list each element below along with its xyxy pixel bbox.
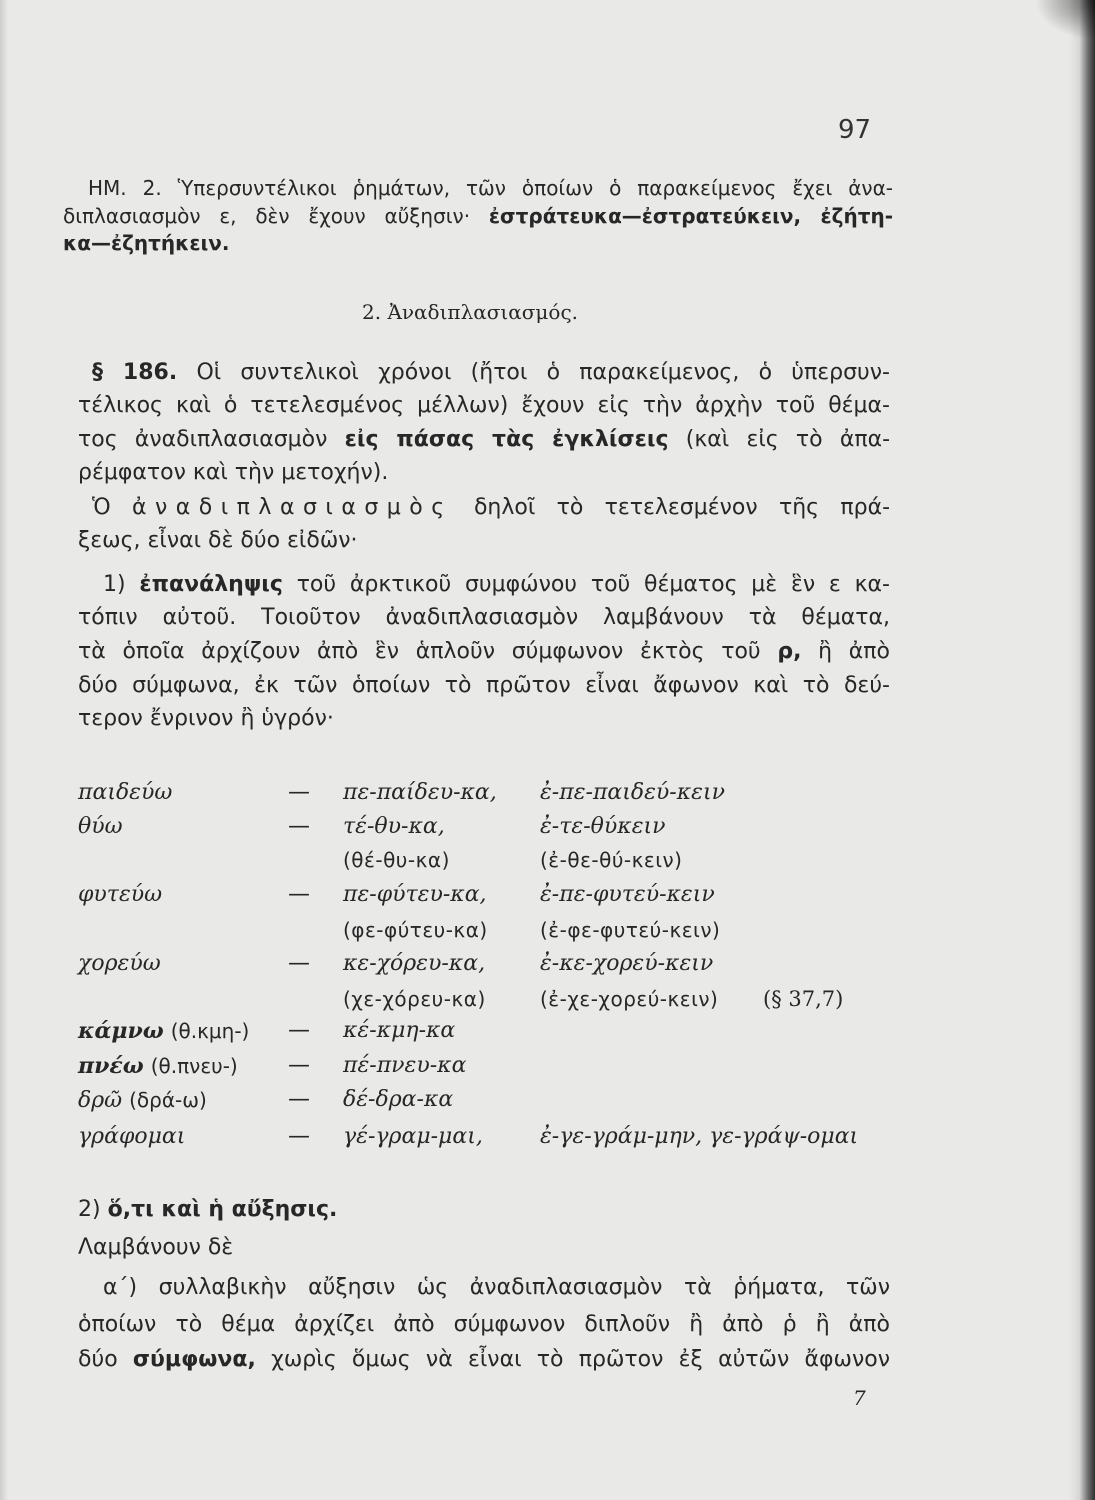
example-verb: γράφομαι <box>78 1124 186 1149</box>
example-row-alternate <box>0 916 1095 944</box>
example-perfect: πε-φύτευ-κα, <box>343 882 487 907</box>
para-186-line-5-end: δηλοῖ τὸ τετελεσμένον τῆς πρά- <box>473 495 891 520</box>
spaced-term: ἀναδιπλασιασμὸς <box>131 495 453 520</box>
type-1-line-2: τόπιν αὐτοῦ. Τοιοῦτον ἀναδιπλασιασμὸν λαμβάνουν τὰ θέματα, <box>78 605 890 630</box>
example-verb: χορεύω <box>78 951 161 976</box>
type-2-a-line-1: α΄) συλλαβικὴν αὔξησιν ὡς ἀναδιπλασιασμὸν τὰ ῥήματα, τῶν <box>103 1275 890 1300</box>
example-pluperfect-alternate: (ἐ-φε-φυτεύ-κειν) <box>540 918 721 942</box>
type-1-line-1-end: τοῦ ἀρκτικοῦ συμφώνου τοῦ θέματος μὲ ἓν ε κα- <box>296 572 890 597</box>
example-row <box>0 1052 1095 1080</box>
example-perfect: τέ-θυ-κα, <box>343 814 445 839</box>
example-perfect: γέ-γραμ-μαι, <box>343 1124 483 1149</box>
type-2-title: ὅ,τι καὶ ἡ αὔξησις. <box>107 1197 338 1222</box>
type-1-line-3-letter: ρ, <box>777 639 802 664</box>
example-perfect-alternate: (θέ-θυ-κα) <box>343 848 450 872</box>
type-2-a-line-2: ὁποίων τὸ θέμα ἀρχίζει ἀπὸ σύμφωνον διπλοῦν ἢ ἀπὸ ῥ ἢ ἀπὸ <box>78 1312 890 1337</box>
type-1-line-5: τερον ἔνρινον ἢ ὑγρόν· <box>78 706 334 731</box>
example-row-alternate <box>0 985 1095 1013</box>
example-pluperfect: ἐ-πε-παιδεύ-κειν <box>540 780 725 805</box>
example-verb: κάμνω <box>78 1018 164 1044</box>
example-perfect: πέ-πνευ-κα <box>343 1053 467 1078</box>
example-dash: — <box>288 951 310 976</box>
example-pluperfect: ἐ-τε-θύκειν <box>540 814 666 839</box>
para-186-line-5-start: Ὁ <box>92 495 111 520</box>
para-186-line-3-start: τος ἀναδιπλασιασμὸν <box>78 427 328 452</box>
page-binding-shadow <box>1069 0 1095 1500</box>
example-verb: πνέω <box>78 1053 144 1079</box>
example-row <box>0 1017 1095 1045</box>
example-perfect: δέ-δρα-κα <box>343 1087 454 1112</box>
type-1-line-3 <box>78 639 890 665</box>
example-row <box>0 779 1095 807</box>
example-verb-with-stem <box>78 1017 249 1046</box>
page-number: 97 <box>838 115 872 145</box>
type-2-a-line-3-end: χωρὶς ὅμως νὰ εἶναι τὸ πρῶτον ἐξ αὐτῶν ἄφωνον <box>271 1347 890 1372</box>
page-left-edge <box>0 0 8 1500</box>
signature-mark: 7 <box>853 1386 866 1410</box>
example-perfect-alternate: (χε-χόρευ-κα) <box>343 987 486 1011</box>
example-dash: — <box>288 1124 310 1149</box>
example-dash: — <box>288 814 310 839</box>
example-verb-with-stem <box>78 1086 207 1115</box>
example-row <box>0 813 1095 841</box>
example-row <box>0 950 1095 978</box>
example-perfect-alternate: (φε-φύτευ-κα) <box>343 918 488 942</box>
example-pluperfect: ἐ-πε-φυτεύ-κειν <box>540 882 715 907</box>
para-186-line-3-end: (καὶ εἰς τὸ ἀπα- <box>685 427 891 452</box>
example-verb: φυτεύω <box>78 882 163 907</box>
example-row <box>0 881 1095 909</box>
example-perfect: κέ-κμη-κα <box>343 1018 456 1043</box>
example-dash: — <box>288 882 310 907</box>
example-verb: παιδεύω <box>78 780 173 805</box>
para-186-line-2: τέλικος καὶ ὁ τετελεσμένος μέλλων) ἔχουν εἰς τὴν ἀρχὴν τοῦ θέμα- <box>78 393 890 418</box>
note-line-3: κα—ἐζητήκειν. <box>63 231 230 255</box>
example-pluperfect: ἐ-κε-χορεύ-κειν <box>540 951 714 976</box>
page-corner-shadow <box>1035 0 1095 40</box>
type-2-a-line-3 <box>78 1347 890 1373</box>
type-2-title-line <box>78 1197 337 1223</box>
note-line-2 <box>63 204 893 228</box>
example-pluperfect-alternate: (ἐ-χε-χορεύ-κειν) <box>540 987 719 1011</box>
example-dash: — <box>288 1053 310 1078</box>
type-1-line-3-end: ἢ ἀπὸ <box>818 639 890 664</box>
example-verb: θύω <box>78 814 123 839</box>
type-1-line-3-start: τὰ ὁποῖα ἀρχίζουν ἀπὸ ἓν ἁπλοῦν σύμφωνον ἐκτὸς τοῦ <box>78 639 761 664</box>
type-1-marker: 1) <box>103 572 126 597</box>
type-2-a-line-3-emphasis: σύμφωνα, <box>132 1347 256 1372</box>
example-perfect: κε-χόρευ-κα, <box>343 951 486 976</box>
para-186-line-3 <box>78 427 890 453</box>
example-row <box>0 1086 1095 1114</box>
note-line-2-text: διπλασιασμὸν ε, δὲν ἔχουν αὔξησιν· <box>63 204 471 228</box>
example-row <box>0 1123 1095 1151</box>
para-186-line-3-emphasis: εἰς πάσας τὰς ἐγκλίσεις <box>344 427 669 452</box>
note-line-2-examples: ἐστράτευκα—ἐστρατεύκειν, ἐζήτη- <box>488 204 894 228</box>
example-perfect: πε-παίδευ-κα, <box>343 780 497 805</box>
para-186-line-5 <box>92 495 890 521</box>
para-186-line-4: ρέμφατον καὶ τὴν μετοχήν). <box>78 460 389 485</box>
note-line-1: ΗΜ. 2. Ὑπερσυντέλικοι ῥημάτων, τῶν ὁποίων ὁ παρακείμενος ἔχει ἀνα- <box>88 176 893 200</box>
example-dash: — <box>288 1018 310 1043</box>
example-stem: (θ.πνευ-) <box>150 1054 238 1078</box>
section-heading: 2. Ἀναδιπλασιασμός. <box>362 300 579 324</box>
para-186-line-1 <box>92 360 890 386</box>
para-186-line-1-text: Οἱ συντελικοὶ χρόνοι (ἤτοι ὁ παρακείμενος, ὁ ὑπερσυν- <box>196 360 890 385</box>
example-verb: δρῶ <box>78 1088 123 1113</box>
example-pluperfect-alternate: (ἐ-θε-θύ-κειν) <box>540 848 683 872</box>
section-reference: (§ 37,7) <box>763 987 844 1011</box>
type-2-intro: Λαμβάνουν δὲ <box>78 1235 234 1260</box>
type-2-marker: 2) <box>78 1197 101 1222</box>
type-1-line-4: δύο σύμφωνα, ἐκ τῶν ὁποίων τὸ πρῶτον εἶναι ἄφωνον καὶ τὸ δεύ- <box>78 673 890 698</box>
para-186-line-6: ξεως, εἶναι δὲ δύο εἰδῶν· <box>78 528 358 553</box>
example-dash: — <box>288 1087 310 1112</box>
type-2-a-line-3-start: δύο <box>78 1347 118 1372</box>
example-dash: — <box>288 780 310 805</box>
section-number: § 186. <box>92 360 178 385</box>
example-pluperfect: ἐ-γε-γράμ-μην, γε-γράψ-ομαι <box>540 1124 859 1149</box>
type-1-line-1 <box>103 572 890 598</box>
type-1-term: ἐπανάληψις <box>139 572 283 597</box>
example-stem: (θ.κμη-) <box>170 1019 250 1043</box>
example-verb-with-stem <box>78 1052 238 1081</box>
example-stem: (δρά-ω) <box>129 1088 207 1112</box>
example-row-alternate <box>0 846 1095 874</box>
